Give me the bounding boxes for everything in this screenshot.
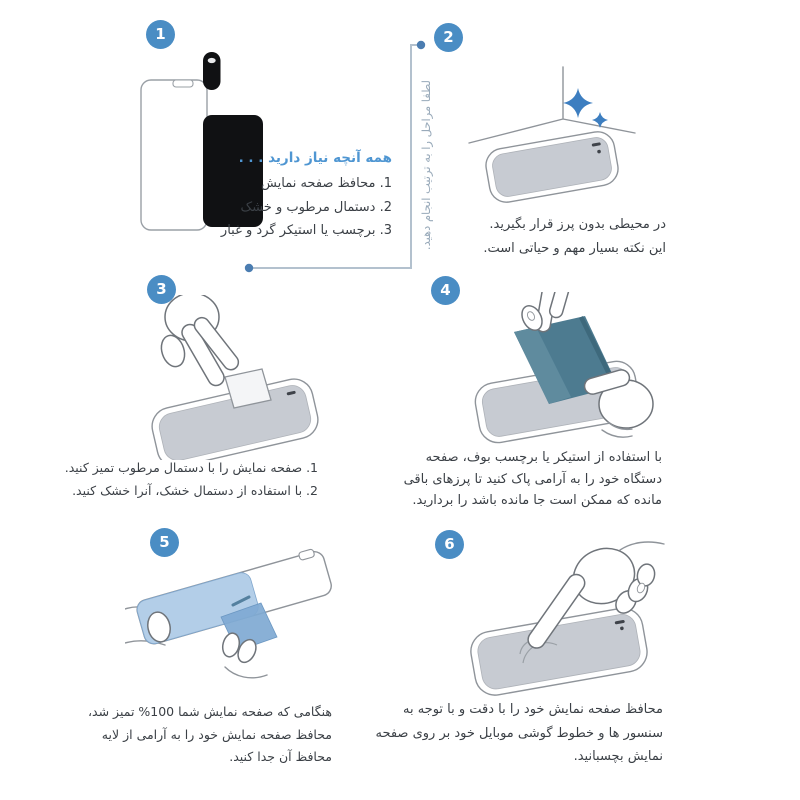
step-6-line-3: نمایش بچسبانید. xyxy=(573,749,663,764)
step-4-number-badge: 4 xyxy=(431,276,460,305)
sparkle-icon xyxy=(563,88,593,118)
side-note-vertical-text: لطفا مراحل را به ترتیب انجام دهید. xyxy=(419,79,433,251)
step-6-line-2: سنسور ها و خطوط گوشی موبایل خود بر روی صفحه xyxy=(375,725,663,741)
step-3-text xyxy=(65,457,318,502)
step-1-text xyxy=(221,148,392,243)
step-3-line-2: 2. با استفاده از دستمال خشک، آنرا خشک کنید. xyxy=(72,482,318,498)
step-5-number-badge: 5 xyxy=(150,528,179,557)
step-2-line-2: این نکته بسیار مهم و حیاتی است. xyxy=(483,240,666,256)
step-4-line-1: با استفاده از استیکر یا برچسب بوف، صفحه xyxy=(425,450,662,465)
step-4-line-3: مانده که ممکن است جا مانده باشد را بردارید. xyxy=(412,493,662,508)
step-6-text xyxy=(375,698,663,769)
step-6-number-badge: 6 xyxy=(435,530,464,559)
step-6-line-1: محافظ صفحه نمایش خود را با دقت و با توجه به xyxy=(402,702,663,717)
step-1-item-3: 3. برچسب یا استیکر گرد و غبار xyxy=(220,223,392,238)
step-1-number-badge: 1 xyxy=(146,20,175,49)
phone-on-surface xyxy=(483,129,620,205)
glass-protector-outline xyxy=(141,80,207,230)
step-3-number-badge: 3 xyxy=(147,275,176,304)
connector-dot-top xyxy=(417,41,425,49)
step-4-text xyxy=(404,447,662,512)
step-5-line-3: محافظ آن جدا کنید. xyxy=(229,749,332,764)
tool-logo-mark xyxy=(208,58,216,63)
step-3-line-1: 1. صفحه نمایش را با دستمال مرطوب تمیز کنید. xyxy=(64,460,318,475)
hand-wrist-line xyxy=(225,667,267,678)
step-1-heading: همه آنچه نیاز دارید . . . xyxy=(238,150,392,166)
step-6-illustration xyxy=(452,528,667,698)
step-2-illustration xyxy=(455,55,665,215)
cleaning-cloth xyxy=(225,369,271,408)
step-2-line-1: در محیطی بدون پرز قرار بگیرید. xyxy=(489,217,666,232)
step-1-item-1: 1. محافظ صفحه نمایش xyxy=(261,176,392,191)
step-5-line-1: هنگامی که صفحه نمایش شما 100% تمیز شد، xyxy=(88,704,332,719)
step-4-line-2: دستگاه خود را به آرامی پاک کنید تا پرزهای باقی xyxy=(403,471,662,487)
room-corner-lines xyxy=(469,67,635,143)
step-2-number-badge: 2 xyxy=(434,23,463,52)
hand-wrist-line xyxy=(620,542,664,550)
step-5-text xyxy=(88,701,332,769)
glass-notch xyxy=(173,80,193,87)
step-4-illustration xyxy=(452,292,662,457)
step-5-line-2: محافظ صفحه نمایش خود را به آرامی از لایه xyxy=(101,726,332,742)
step-2-text xyxy=(483,213,666,260)
dust-sticker-tool xyxy=(203,52,221,90)
step-1-item-2: 2. دستمال مرطوب و خشک xyxy=(240,199,392,215)
step-3-illustration xyxy=(135,295,335,460)
connector-dot-bottom xyxy=(245,264,253,272)
step-5-illustration xyxy=(125,545,340,700)
